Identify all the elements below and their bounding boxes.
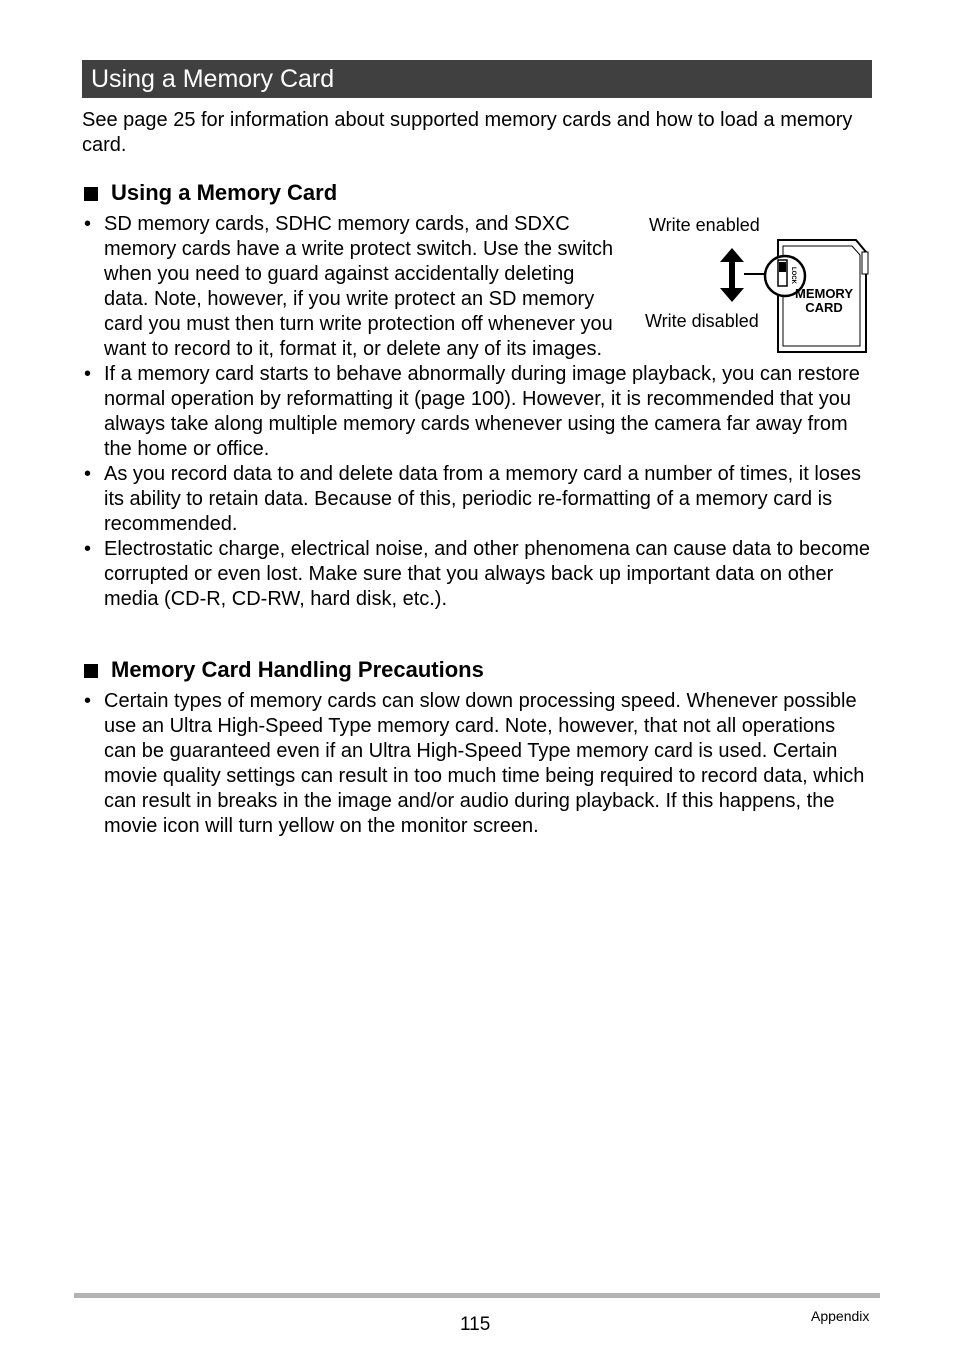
list-item-text: As you record data to and delete data from a memory card a number of times, it loses its ability to retain data. Because of this, periodic re-formatting of a memory card is recommended. [104, 463, 862, 535]
lock-text: LOCK [790, 267, 796, 284]
bullet-dot-icon: • [84, 463, 92, 485]
write-protect-figure [640, 210, 872, 360]
list-item-text: Certain types of memory cards can slow down processing speed. Whenever possible use an Ultra High-Speed Type memory card. Note, however, that not all operations can be guaranteed even if an Ultra High-Speed Type memory card is used. Certain movie quality settings can result in too much time being required to record data, which can result in breaks in the image and/or audio during playback. If this happens, the movie icon will turn yellow on the monitor screen. [104, 690, 865, 837]
section-heading-using-memory-card [84, 180, 337, 206]
page-title: Using a Memory Card [82, 60, 872, 98]
intro-paragraph: See page 25 for information about supported memory cards and how to load a memory card. [82, 109, 853, 156]
list-item [82, 212, 614, 362]
card-label-line1: MEMORY [794, 286, 854, 301]
page-number: 115 [460, 1314, 491, 1335]
bullet-dot-icon: • [84, 363, 92, 385]
bullet-dot-icon: • [84, 690, 92, 712]
section2-bullet-list [82, 689, 872, 839]
card-label-line2: CARD [805, 300, 843, 315]
section-heading-text: Memory Card Handling Precautions [111, 657, 484, 682]
write-enabled-label: Write enabled [649, 215, 760, 235]
section-heading-text: Using a Memory Card [111, 180, 338, 205]
write-disabled-label: Write disabled [645, 311, 759, 331]
list-item-text: If a memory card starts to behave abnormally during image playback, you can restore normal operation by reformatting it (page 100). However, it is recommended that you always take along multiple memory cards whenever using the camera far away from the home or office. [104, 363, 860, 460]
footer-section-label: Appendix [811, 1308, 870, 1324]
sd-card-illustration [640, 210, 872, 360]
list-item [82, 537, 872, 612]
footer-divider [74, 1293, 880, 1298]
square-bullet-icon [84, 664, 98, 678]
list-item-text: Electrostatic charge, electrical noise, and other phenomena can cause data to become corrupted or even lost. Make sure that you always back up important data on other media (CD-R, CD-RW, hard disk, etc.). [104, 538, 871, 610]
list-item-text: SD memory cards, SDHC memory cards, and SDXC memory cards have a write protect switch. Use the switch when you need to guard against accidentally deleting data. Note, however, if you write protect an SD memory card you must then turn write protection off whenever you want to record to it, format it, or delete any of its images. [104, 213, 614, 360]
bullet-dot-icon: • [84, 538, 92, 560]
bullet-dot-icon: • [84, 213, 92, 235]
section-heading-handling-precautions [84, 657, 484, 683]
list-item [82, 362, 872, 462]
double-arrow-icon [720, 248, 744, 302]
square-bullet-icon [84, 187, 98, 201]
list-item [82, 462, 872, 537]
list-item [82, 689, 872, 839]
